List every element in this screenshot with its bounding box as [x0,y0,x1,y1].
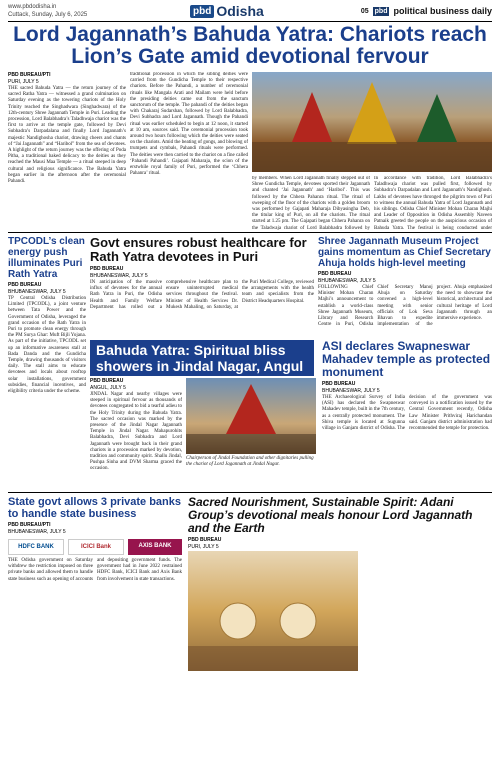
tpcodl-headline: TPCODL’s clean energy push illuminates Puri Rath Yatra [8,236,85,280]
header-rule [8,21,492,22]
healthcare-place: BHUBANESWAR, JULY 5 [90,273,148,279]
lead-col-3 [252,176,370,230]
adani-headline: Sacred Nourishment, Sustainable Spirit: Adani Group’s devotional meals honour Lord Jagannath and the Earth [188,496,473,535]
museum-article [318,236,492,336]
axis-logo: AXIS BANK [128,539,182,555]
bank-logos [8,539,182,555]
masthead-logo: pbd [190,5,214,18]
icici-logo: ICICI Bank [68,539,124,555]
lead-place: PURI, JULY 5 [8,79,39,85]
asi-headline: ASI declares Swapneswar Mahadev temple as protected monument [322,340,491,379]
site-url: www.pbdodisha.in [8,4,57,10]
meal-service-illustration [188,551,358,671]
lower-rule [8,492,492,493]
lead-photo [252,72,492,172]
angul-photo-caption: Chairperson of Jindal Foundation and other dignitaries pulling the chariot of Lord Jagannath at Jindal Nagar. [186,456,314,467]
lead-rule [8,232,492,233]
masthead-section: Odisha [216,3,264,19]
tpcodl-article [8,236,86,486]
asi-byline: PBD BUREAU [322,381,356,387]
lead-body-2: traditional procession in which the sibling deities were carried from the Gundicha Temple to their respective chariots. Before the Pahandi, a number of ceremonial rituals like Mangala Arati and Mailam were held before the presiding deities came out from the sanctum sanctorum of the temple. The pahandi of the deities began with Chakaraj Sudarshan, followed by Lord Balabhadra, Devi Subhadra and Lord Jagannath. Though the Pahandi ritual was earlier scheduled to begin at 12 noon, it started at 10 am, sources said. The ceremonial procession took around two hours following which the deities were seated on the chariots. Amid the beating of gongs, and blowing of trumpets and cymbals, Pahandi rituals were performed. The deities were then carried to the chariot on a fine called ‘Pahandi Pahandi’. Gajapati Maharaja, the scion of the erstwhile royal family of Puri, performed the ‘Chhera Pahanra’ ritual. [130,72,248,177]
adani-place: PURI, JULY 5 [188,544,219,550]
museum-byline: PBD BUREAU [318,271,352,277]
banks-place: BHUBANESWAR, JULY 5 [8,529,66,535]
lead-byline: PBD BUREAU/PTI [8,72,51,78]
angul-place: ANGUL, JULY 5 [90,385,126,391]
adani-article [188,496,492,766]
tpcodl-body: TP Central Odisha Distribution Limited (TPCODL), a joint venture between Tata Power and the Government of Odisha, leveraged the grand occasion of the Rath Yatra in Puri to promote clean energy through the PM Surya Ghar: Muft Bijli Yojana. As part of the initiative, TPCODL set up an informative awareness stall at Bada Danda and the Gundicha Temple, drawing thousands of visitors daily. The stall aims to educate devotees and locals about rooftop solar installations, government subsidies, financial incentives, and eligibility criteria under the scheme. [8,296,86,395]
lead-col-4 [374,176,492,230]
lead-headline: Lord Jagannath’s Bahuda Yatra: Chariots reach Lion’s Gate amid devotional fervour [13,23,487,68]
tpcodl-place: BHUBANESWAR, JULY 5 [8,289,66,295]
asi-body: THE Archaeological Survey of India (ASI) has declared the Swapneswar Mahadev temple, built in the 7th century, as a centrally protected monument. The Shiva temple is located at Sugunna village in Ganjam district of Odisha. The decision of the government was conveyed in a notification issued by the Central Government recently, Odisha Law Minister Prithviraj Harichandan said. Ganjam district administration had recommended the temple for protection. [322,395,492,432]
adani-byline: PBD BUREAU [188,537,222,543]
healthcare-article [90,236,314,336]
header-dateline [8,3,87,19]
healthcare-byline: PBD BUREAU [90,266,124,272]
asi-article [322,340,492,490]
hdfc-logo: HDFC BANK [8,539,64,555]
museum-headline: Shree Jagannath Museum Project gains momentum as Chief Secretary Ahuja holds high-level meeting [318,236,491,269]
angul-photo [186,378,316,454]
angul-banner-headline: Bahuda Yatra: Spiritual bliss showers in Jindal Nagar, Angul [90,340,314,376]
banks-headline: State govt allows 3 private banks to handle state business [8,496,182,520]
procession-illustration [186,378,316,454]
museum-body: FOLLOWING Chief Minister Mohan Charan Majhi’s announcement to establish a world-class Shree Jagannath Museum, Library and Research Centre in Puri, Odisha Chief Secretary Manoj Ahuja on Saturday convened a high-level meeting with senior officials of Lok Seva Bhavan to expedite implementation of the project. Ahuja emphasized the need to showcase the historical, architectural and cultural heritage of Lord Jagannath through an immersive experience. [318,285,492,328]
lead-col-2 [130,72,248,230]
banks-byline: PBD BUREAU/PTI [8,522,51,528]
issue-date: Cuttack, Sunday, July 6, 2025 [8,12,88,18]
healthcare-body: IN anticipation of the massive influx of devotees for the annual Rath Yatra in Puri, the Odisha Health and Family Welfare Department has rolled out a comprehensive healthcare plan to ensure uninterrupted medical services throughout the festival. Minister of Health Services Dr. Mukesh Mahaling, on Saturday, at the Puri Medical College, reviewed the arrangements with the health team and specialists from the District Headquarters Hospital. [90,280,314,310]
asi-place: BHUBANESWAR, JULY 5 [322,388,380,394]
lead-body-4: In accordance with tradition, Lord Balabhadra’s Taladhwaja chariot was pulled first, followed by Subhadra’s Darpadalan and Lord Jagannath’s Nandighosh. Lakhs of devotees have thronged the pilgrim town of Puri to witness the annual Bahuda Yatra of Lord Jagannath and his siblings. Odisha Chief Minister Mohan Charan Majhi and Leader of Opposition in Odisha Assembly Naveen Patnaik greeted the people on the auspicious occasion of Bahuda Yatra. The festival is being conducted under [374,176,492,230]
banks-article [8,496,182,766]
page-number: 05 [360,7,369,15]
paper-name: political business daily [393,6,492,16]
angul-body: JINDAL Nagar and nearby villages were steeped in spiritual fervour as thousands of devotees congregated to bid a tearful adieu to the Holy Trinity during the Bahuda Yatra. The sacred occasion was marked by the presence of the Jindal Nagar Jagannath Temple in Jindal Nagar. Mahapurohits Balabhadra, Devi Subhadra and Lord Jagannath were brought back in their grand chariots in a procession marked by devotion, tradition and community spirit. Shallu Jindal, Pushpa Sinha and DVM Sharma graced the occasion. [90,392,182,472]
paper-logo-badge: pbd [374,7,388,15]
chariot-illustration [252,72,492,172]
angul-byline: PBD BUREAU [90,378,124,384]
lead-col-1 [8,72,126,230]
lead-body-3: by members. When Lord Jagannath finally stepped out of Shree Gundicha Temple, devotees sported their Jagannath and chanted ‘Jai Jagannath’ and ‘Haribol’. This was followed by the Chhera Pahanra ritual. The ritual of sweeping of the floor of the chariots with a golden broom was performed by Gajapati Maharaja Dibyasingha Deb, the titular king of Puri, on all the chariots. The ritual started at 1.25 pm. The Gajapati began Chhera Pahanra on the Taladwaja chariot of Lord Balabhadra followed by [252,176,370,230]
museum-place: BHUBANESWAR, JULY 5 [318,278,376,284]
healthcare-headline: Govt ensures robust healthcare for Rath Yatra devotees in Puri [90,236,307,264]
lead-body-1: THE sacred Bahuda Yatra — the return journey of the sacred Ratha Yatra — witnessed a grand culmination on Saturday evening as the towering chariots of the Holy Trinity reached the Singhadwara (Singhadwara) of the 12th-century Shree Jagannath Temple in Puri. Leading the procession, Lord Balabhadra’s Taladhwaja chariot was the first to arrive at the temple gate, followed by Devi Subhadra’s Darpadalana and finally Lord Jagannath’s majestic Nandighosha chariot, drawing cheers and chants of “Jai Jagannath” and “Haribol” from the sea of devotees. A highlight of the return journey was the offering of Poda Pitha, a traditional baked delicacy to the deities as they reached the Mausi Maa Temple — a ritual steeped in deep cultural and religious significance. The Bahuda Yatra began earlier in the afternoon after the ceremonial Pahandi. [8,86,126,185]
angul-article [90,378,182,488]
tpcodl-byline: PBD BUREAU [8,282,42,288]
header-right [361,6,492,16]
masthead [190,2,264,20]
banks-body: THE Odisha government on Saturday withdrew the restriction imposed on three private banks and allowed them to handle state business such as opening of accounts and depositing government funds. The government had in June 2022 restrained HDFC Bank, ICICI Bank and Axis Bank from involvement in state transactions. [8,558,182,582]
adani-photo [188,551,358,671]
